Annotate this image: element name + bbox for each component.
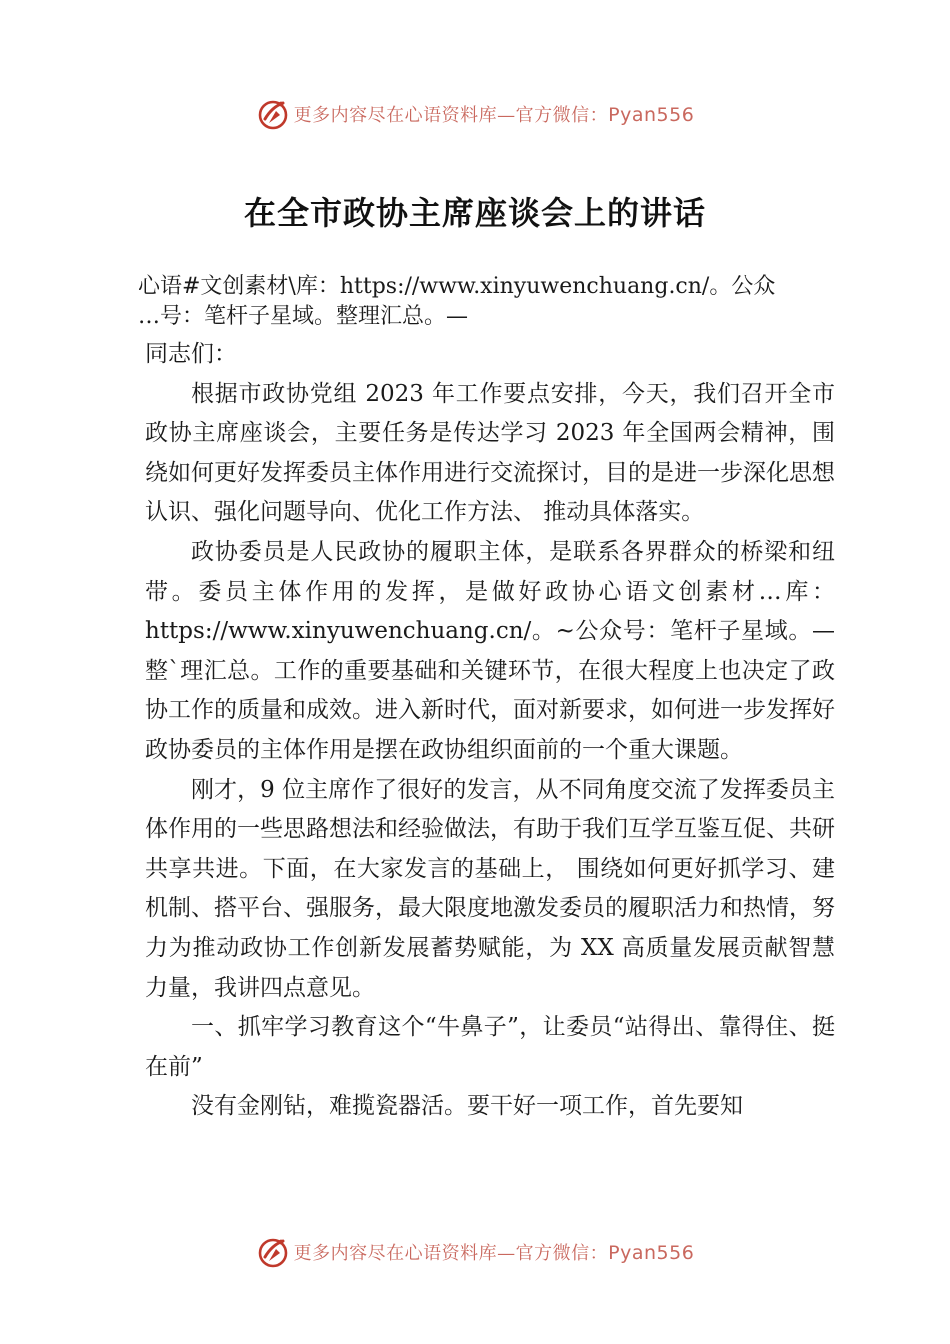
paragraph-4: 没有金刚钻，难揽瓷器活。要干好一项工作，首先要知	[191, 1093, 743, 1120]
xinyu-logo-icon	[256, 1235, 290, 1269]
watermark-line-2: …号：笔杆子星域。整理汇总。—	[138, 304, 469, 329]
paragraph-3: 刚才，9 位主席作了很好的发言，从不同角度交流了发挥委员主体作用的一些思路想法和经验做法，有助于我们互学互鉴互促、共研共享共进。下面，在大家发言的基础上， 围绕如何更好抓学习、建机制、搭平台、强服务，最大限度地激发委员的履职活力和热情，努力为推动政协工作创新发展蓄势赋能，为 XX 高质量发展贡献智慧力量，我讲四点意见。	[145, 776, 835, 1001]
section-heading-1: 一、抓牢学习教育这个“牛鼻子”，让委员“站得出、靠得住、挺在前”	[145, 1014, 835, 1080]
footer-banner-text	[294, 1239, 695, 1265]
document-body	[145, 335, 835, 1127]
header-banner	[0, 94, 950, 134]
footer-banner	[0, 1232, 950, 1272]
header-banner-text	[294, 101, 695, 127]
watermark-line-1: 心语#文创素材\库：https://www.xinyuwenchuang.cn/。公众	[138, 274, 776, 299]
footer-banner-label: 更多内容尽在心语资料库—官方微信：	[293, 1243, 609, 1264]
header-banner-label: 更多内容尽在心语资料库—官方微信：	[293, 105, 609, 126]
document-title: 在全市政协主席座谈会上的讲话	[243, 194, 706, 232]
footer-wechat-id: Pyan556	[608, 1242, 695, 1264]
xinyu-logo-icon	[256, 97, 290, 131]
paragraph-1: 根据市政协党组 2023 年工作要点安排，今天，我们召开全市政协主席座谈会，主要任务是传达学习 2023 年全国两会精神，围绕如何更好发挥委员主体作用进行交流探讨，目的是进一步深化思想认识、强化问题导向、优化工作方法、 推动具体落实。	[145, 380, 835, 526]
header-wechat-id: Pyan556	[608, 104, 695, 126]
greeting: 同志们：	[145, 341, 237, 367]
paragraph-2: 政协委员是人民政协的履职主体，是联系各界群众的桥梁和纽带。委员主体作用的发挥，是做好政协心语文创素材…库：https://www.xinyuwenchuang.cn/。~公众号：笔杆子星域。—整`理汇总。工作的重要基础和关键环节，在很大程度上也决定了政协工作的质量和成效。进入新时代，面对新要求，如何进一步发挥好政协委员的主体作用是摆在政协组织面前的一个重大课题。	[145, 538, 835, 763]
